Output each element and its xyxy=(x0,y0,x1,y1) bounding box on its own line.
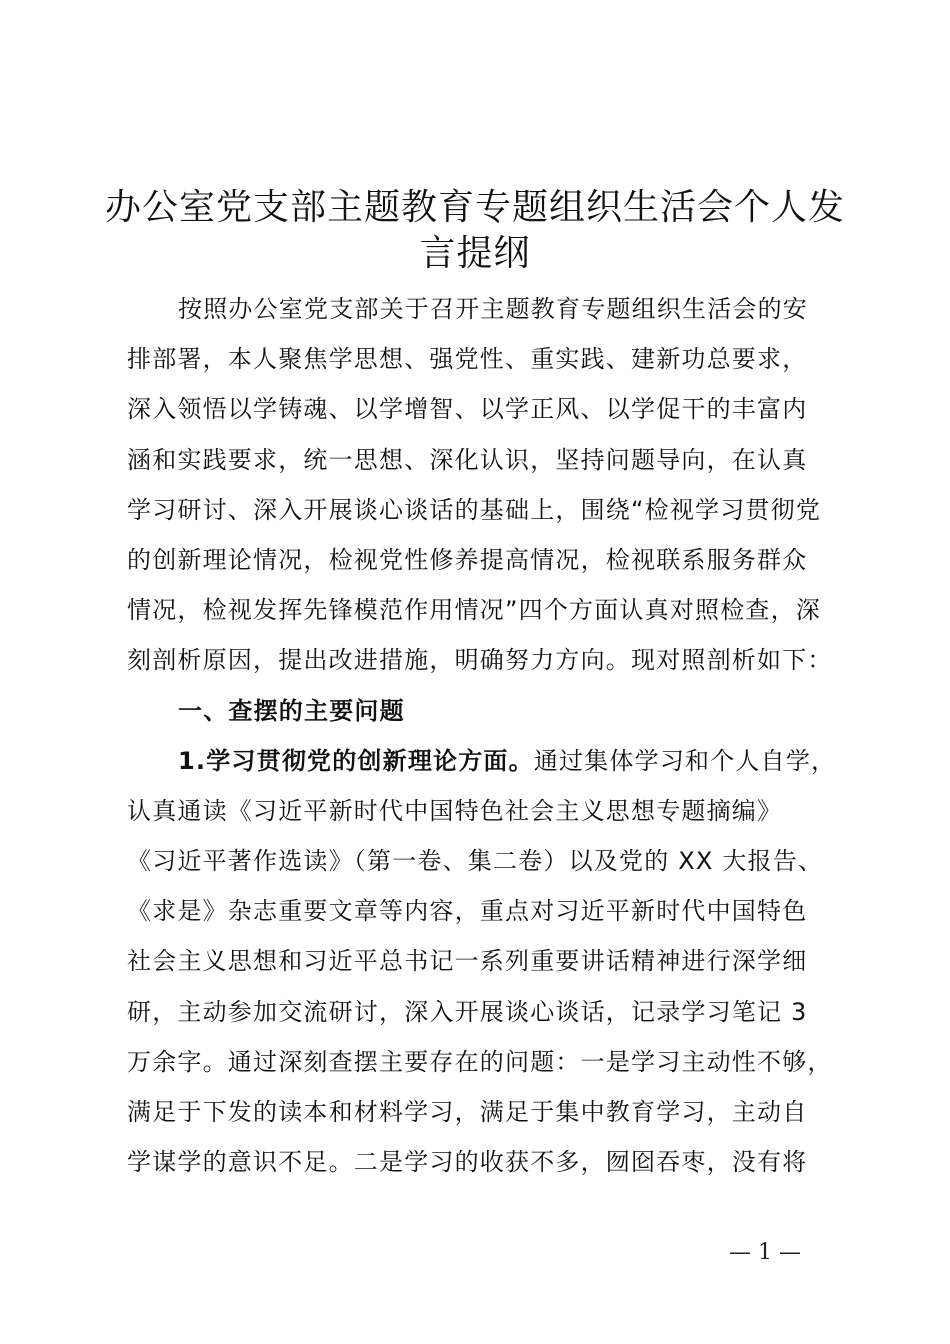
document-title-line-1: 办公室党支部主题教育专题组织生活会个人发 xyxy=(104,187,845,228)
body-line: 满足于下发的读本和材料学习，满足于集中教育学习，主动自 xyxy=(127,1098,808,1126)
body-line: 《习近平著作选读》（第一卷、集二卷）以及党的 XX 大报告、 xyxy=(127,847,824,876)
body-line-text: 通过集体学习和个人自学， xyxy=(533,746,837,775)
body-line: 深入领悟以学铸魂、以学增智、以学正风、以学促干的丰富内 xyxy=(127,395,808,424)
body-line: 按照办公室党支部关于召开主题教育专题组织生活会的安 xyxy=(178,295,808,323)
body-line: 认真通读《习近平新时代中国特色社会主义思想专题摘编》 xyxy=(127,796,783,825)
body-line: 学习研讨、深入开展谈心谈话的基础上，围绕“检视学习贯彻党 xyxy=(127,495,822,524)
body-line: 社会主义思想和习近平总书记一系列重要讲话精神进行深学细 xyxy=(127,947,808,976)
body-line: 研，主动参加交流研讨，深入开展谈心谈话，记录学习笔记 3 xyxy=(127,997,808,1026)
document-title-line-2: 言提纲 xyxy=(419,233,531,274)
body-line: 排部署，本人聚焦学思想、强党性、重实践、建新功总要求， xyxy=(127,345,808,374)
body-line: 学谋学的意识不足。二是学习的收获不多，囫囵吞枣，没有将 xyxy=(127,1148,808,1177)
body-line xyxy=(127,736,867,786)
subsection-heading: 1.学习贯彻党的创新理论方面。 xyxy=(178,746,534,775)
body-line: 情况，检视发挥先锋模范作用情况”四个方面认真对照检查，深 xyxy=(127,596,822,625)
body-line: 万余字。通过深刻查摆主要存在的问题：一是学习主动性不够， xyxy=(127,1047,833,1076)
body-line: 《求是》杂志重要文章等内容，重点对习近平新时代中国特色 xyxy=(127,897,808,926)
section-heading: 一、查摆的主要问题 xyxy=(178,696,405,725)
body-line: 的创新理论情况，检视党性修养提高情况，检视联系服务群众 xyxy=(127,545,808,574)
page-number: — 1 — xyxy=(729,1240,801,1265)
body-line: 刻剖析原因，提出改进措施，明确努力方向。现对照剖析如下： xyxy=(127,646,833,675)
body-line: 涵和实践要求，统一思想、深化认识，坚持问题导向，在认真 xyxy=(127,445,808,474)
document-body xyxy=(127,284,867,1187)
